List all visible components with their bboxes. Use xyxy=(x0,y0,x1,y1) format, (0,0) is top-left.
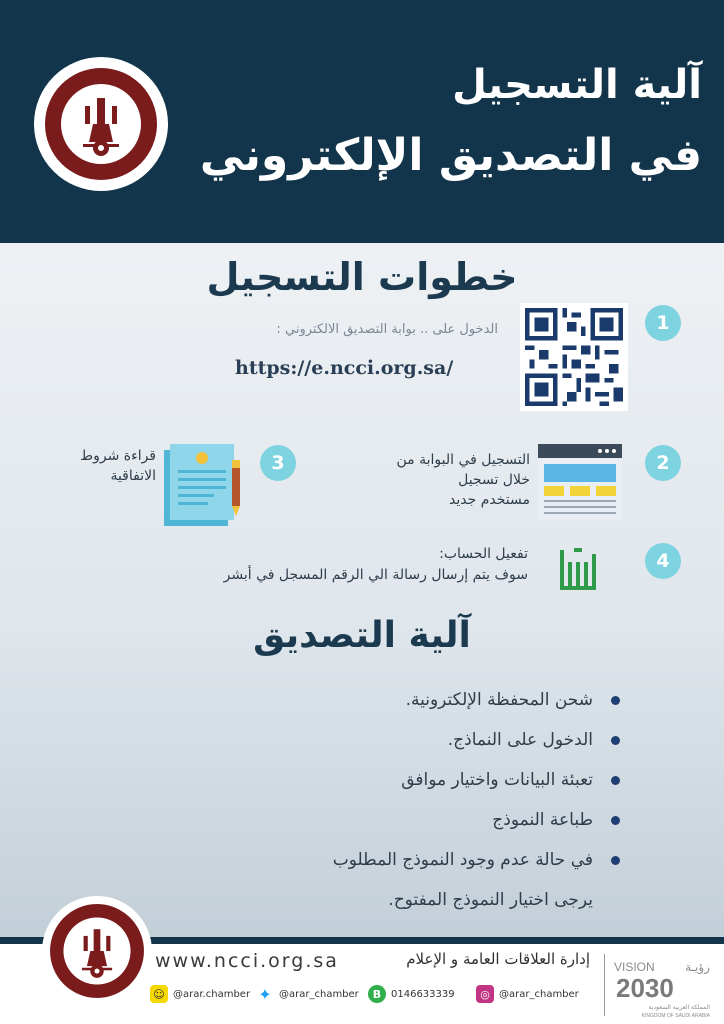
bullet-dot xyxy=(611,776,620,785)
snapchat-handle[interactable] xyxy=(150,985,250,1003)
step-2-line-3: مستخدم جديد xyxy=(449,492,530,508)
step-4-badge: 4 xyxy=(645,543,681,579)
twitter-handle-text: @arar_chamber xyxy=(279,988,359,1000)
phone-number-text: 0146633339 xyxy=(391,988,455,1000)
step-1-badge: 1 xyxy=(645,305,681,341)
qr-code xyxy=(520,303,628,411)
step-3-badge: 3 xyxy=(260,445,296,481)
snapchat-handle-text: @arar.chamber xyxy=(173,988,251,1000)
bullet-dot xyxy=(611,736,620,745)
bullet-dot xyxy=(611,856,620,865)
step-3-text xyxy=(40,446,156,486)
vision-kingdom-ar: المملكة العربية السعودية xyxy=(648,1004,710,1011)
chamber-logo-footer xyxy=(42,896,152,1006)
list-item-text: في حالة عدم وجود النموذج المطلوب xyxy=(332,850,593,870)
page-title-line1: آلية التسجيل xyxy=(452,62,702,108)
instagram-icon: ◎ xyxy=(476,985,494,1003)
footer-separator xyxy=(604,954,605,1016)
contract-document-icon xyxy=(160,442,248,528)
twitter-handle[interactable] xyxy=(256,985,359,1003)
list-item xyxy=(180,680,620,720)
steps-heading: خطوات التسجيل xyxy=(206,255,518,299)
bullet-dot xyxy=(611,816,620,825)
page-title-line2: في التصديق الإلكتروني xyxy=(199,130,702,181)
step-2-badge: 2 xyxy=(645,445,681,481)
absher-logo-icon xyxy=(552,540,606,596)
step-4-heading: تفعيل الحساب: xyxy=(439,546,528,562)
twitter-icon: ✦ xyxy=(258,984,272,1004)
list-item-continuation: يرجى اختيار النموذج المفتوح. xyxy=(388,890,593,910)
vision-word-ar: رؤيـة xyxy=(685,960,710,974)
department-name: إدارة العلاقات العامة و الإعلام xyxy=(406,950,590,968)
vision-year: 2030 xyxy=(616,973,674,1003)
bullet-dot xyxy=(611,696,620,705)
website-link[interactable]: www.ncci.org.sa xyxy=(155,950,339,972)
instagram-handle-text: @arar_chamber xyxy=(499,988,579,1000)
vision-2030-logo xyxy=(610,955,716,1019)
step-1-label: الدخول على .. بوابة التصديق الالكتروني : xyxy=(276,322,498,337)
step-3-line-1: قراءة شروط xyxy=(80,448,156,464)
list-item xyxy=(180,800,620,840)
step-3-line-2: الاتفاقية xyxy=(110,468,156,484)
list-item-text: تعبئة البيانات واختيار موافق xyxy=(401,770,593,790)
browser-window-icon xyxy=(538,444,622,520)
list-item-text: الدخول على النماذج. xyxy=(447,730,593,750)
certification-list xyxy=(180,680,620,920)
step-2-line-2: خلال تسجيل xyxy=(458,472,530,488)
list-item-text: طباعة النموذج xyxy=(492,810,593,830)
chamber-logo xyxy=(34,57,168,191)
step-4-text: سوف يتم إرسال رسالة الي الرقم المسجل في أبشر xyxy=(223,567,528,583)
list-item-text: شحن المحفظة الإلكترونية. xyxy=(405,690,593,710)
portal-url-link[interactable]: https://e.ncci.org.sa/ xyxy=(235,357,454,379)
list-item xyxy=(180,720,620,760)
step-2-text xyxy=(360,450,530,510)
list-item xyxy=(180,760,620,800)
snapchat-icon: ☺ xyxy=(150,985,168,1003)
step-2-line-1: التسجيل في البوابة من xyxy=(396,452,530,468)
vision-word-en: VISION xyxy=(614,960,655,974)
vision-kingdom-en: KINGDOM OF SAUDI ARABIA xyxy=(641,1013,710,1019)
business-phone-icon: B xyxy=(368,985,386,1003)
instagram-handle[interactable] xyxy=(476,985,579,1003)
list-item xyxy=(180,840,620,880)
certification-heading: آلية التصديق xyxy=(253,615,471,656)
phone-contact[interactable] xyxy=(368,985,455,1003)
